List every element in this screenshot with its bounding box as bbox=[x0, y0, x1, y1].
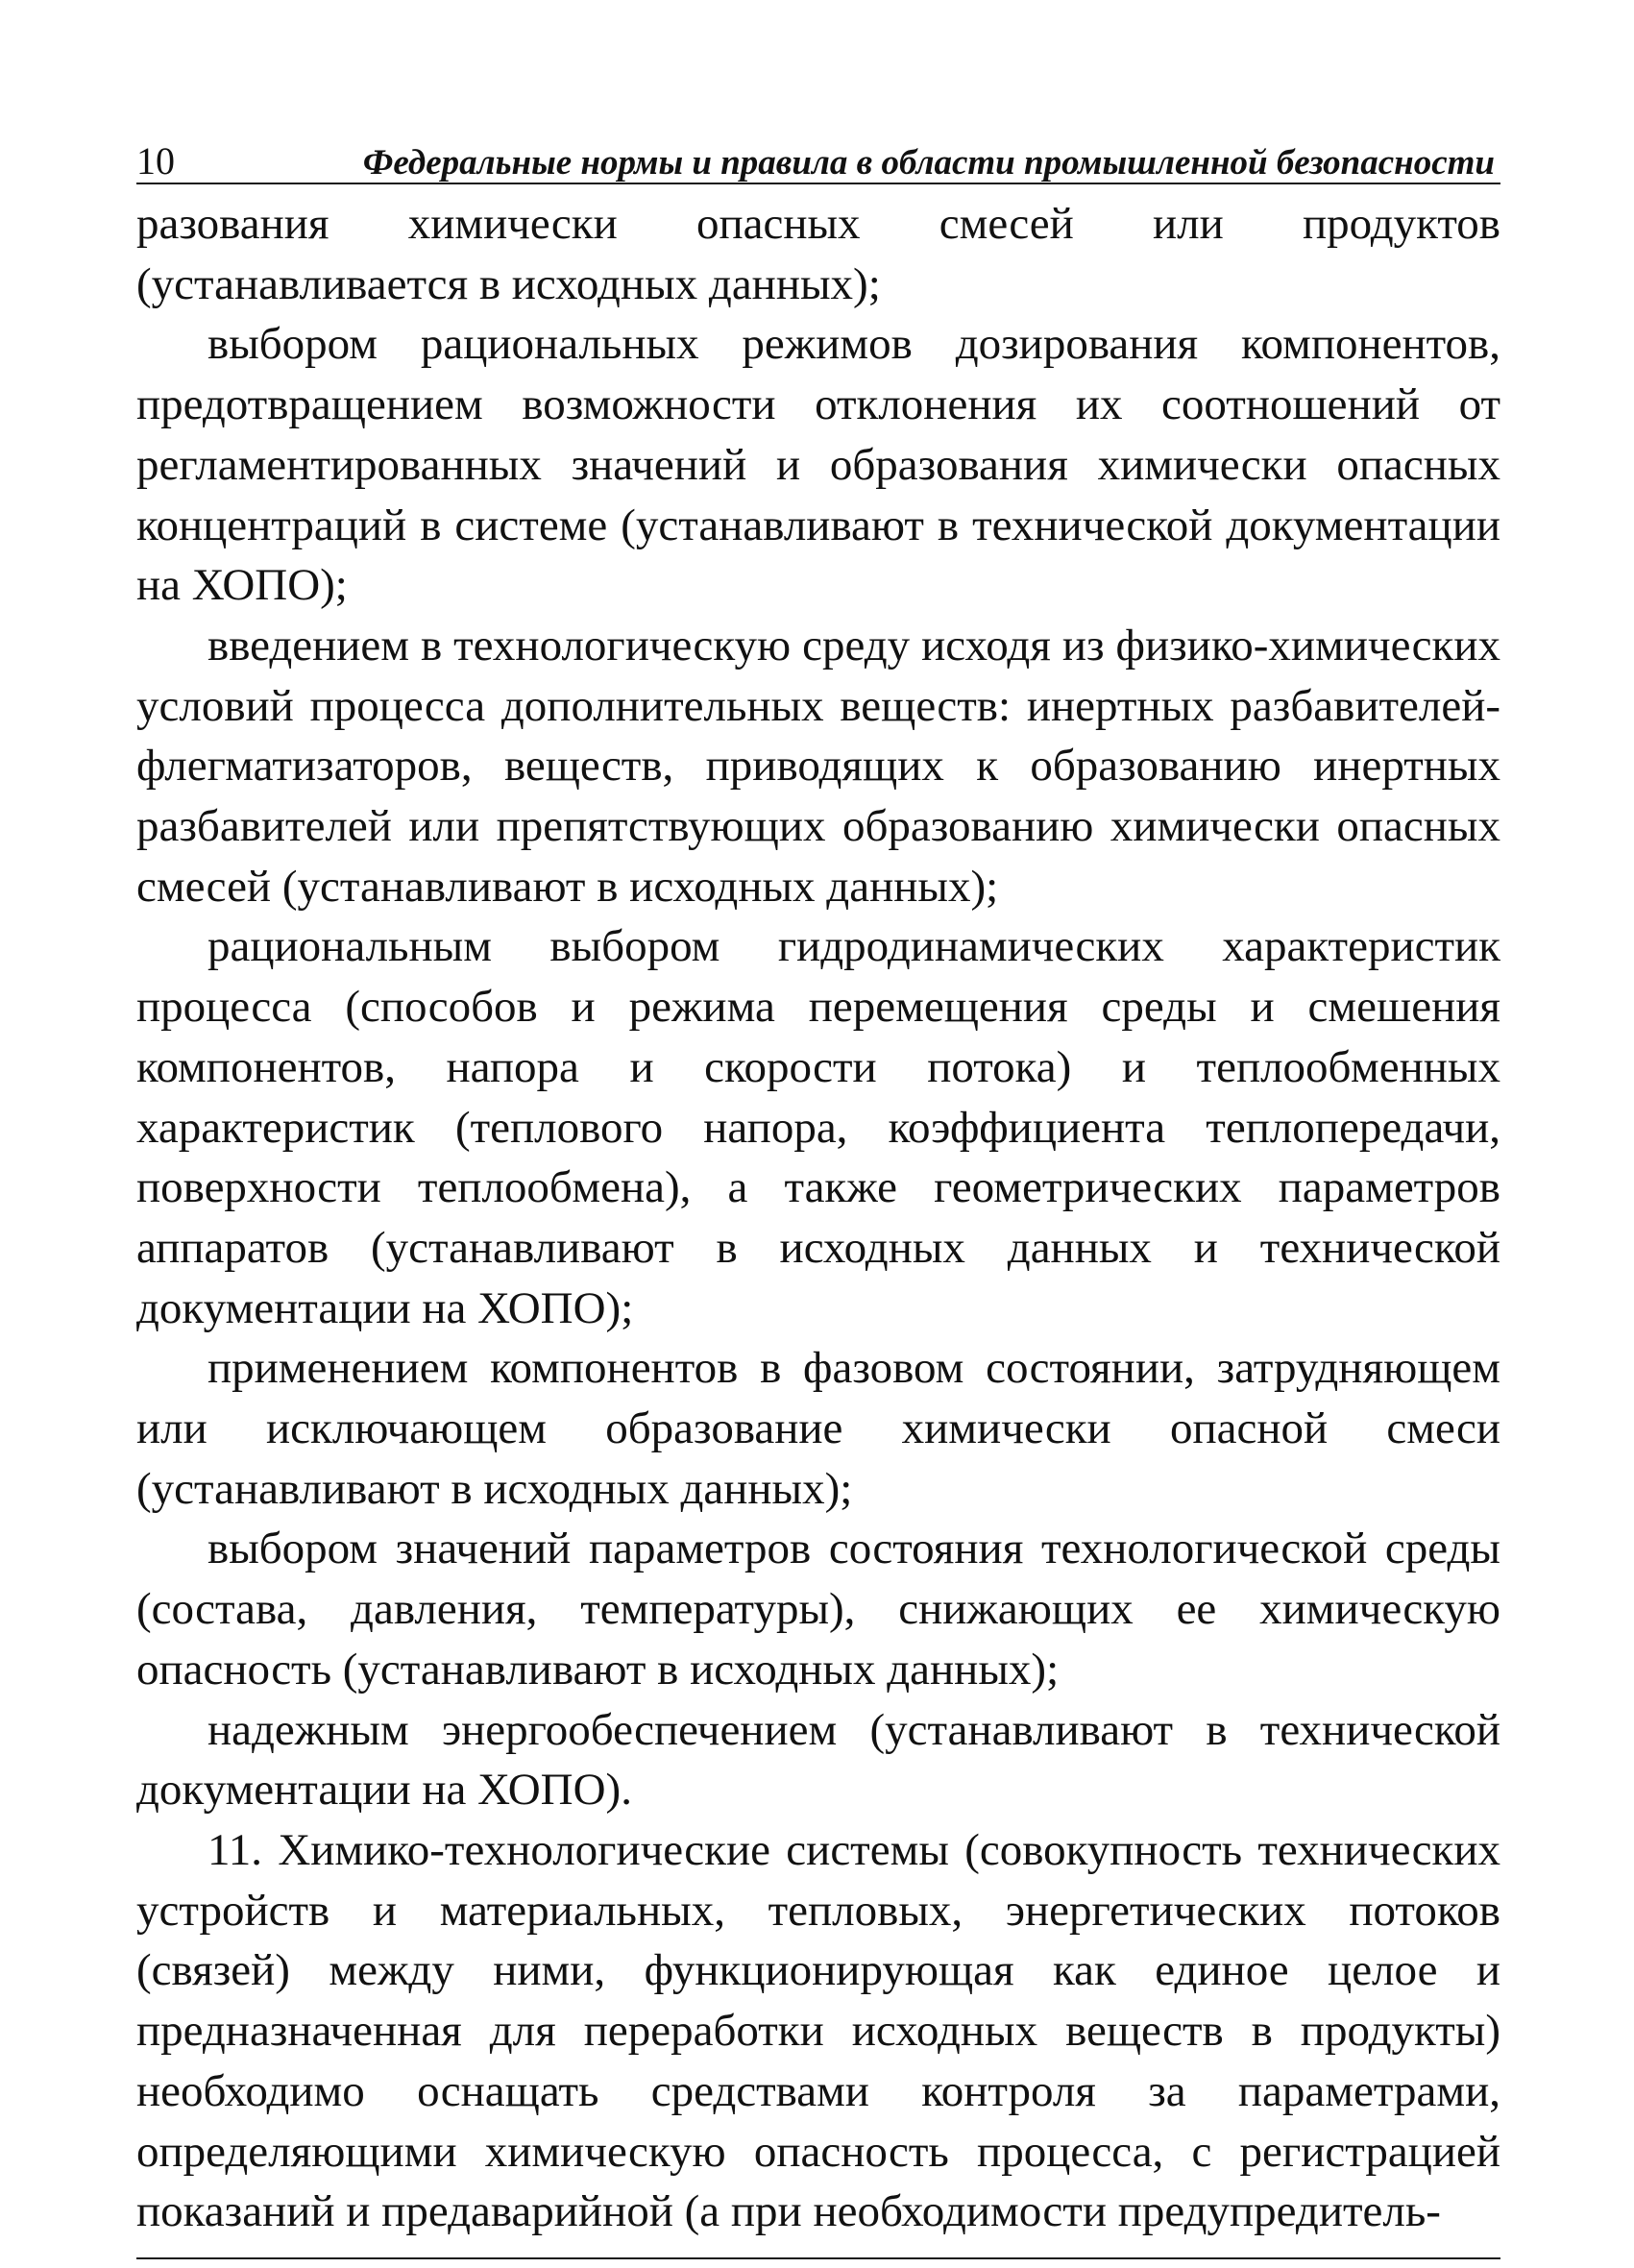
running-title: Федеральные нормы и правила в области промышленной безопасности bbox=[362, 143, 1495, 183]
page-header bbox=[136, 123, 1500, 184]
document-page bbox=[136, 123, 1500, 2259]
paragraph: выбором значений параметров состояния технологической среды (состава, давления, температуры), снижающих ее химическую опасность (устанавливают в исходных данных); bbox=[136, 1524, 1500, 1695]
paragraph: применением компонентов в фазовом состоянии, затрудняющем или исключающем образование химически опасной смеси (устанавливают в исходных данных); bbox=[136, 1343, 1500, 1514]
paragraph: 11. Химико-технологические системы (совокупность технических устройств и материальных, тепловых, энергетических потоков (связей) между ними, функционирующая как единое целое и предназначенная для переработки исходных веществ в продукты) необходимо оснащать средствами контроля за параметрами, определяющими химическую опасность процесса, с регистрацией показаний и предаварийной (а при необходимости предупредитель- bbox=[136, 1824, 1500, 2237]
paragraph: введением в технологическую среду исходя из физико-химических условий процесса дополнительных веществ: инертных разбавителей-флегматизаторов, веществ, приводящих к образованию инертных разбавителей или препятствующих образованию химически опасных смесей (устанавливают в исходных данных); bbox=[136, 620, 1500, 912]
body-text bbox=[136, 194, 1500, 2242]
paragraph: надежным энергообеспечением (устанавливают в технической документации на ХОПО). bbox=[136, 1704, 1500, 1816]
page-number: 10 bbox=[136, 139, 175, 183]
footer-rule bbox=[136, 2257, 1500, 2259]
paragraph: выбором рациональных режимов дозирования компонентов, предотвращением возможности отклонения их соотношений от регламентированных значений и образования химически опасных концентраций в системе (устанавливают в технической документации на ХОПО); bbox=[136, 319, 1500, 611]
paragraph: разования химически опасных смесей или продуктов (устанавливается в исходных данных); bbox=[136, 199, 1500, 309]
paragraph: рациональным выбором гидродинамических характеристик процесса (способов и режима перемещения среды и смешения компонентов, напора и скорости потока) и теплообменных характеристик (теплового напора, коэффициента теплопередачи, поверхности теплообмена), а также геометрических параметров аппаратов (устанавливают в исходных данных и технической документации на ХОПО); bbox=[136, 921, 1500, 1333]
